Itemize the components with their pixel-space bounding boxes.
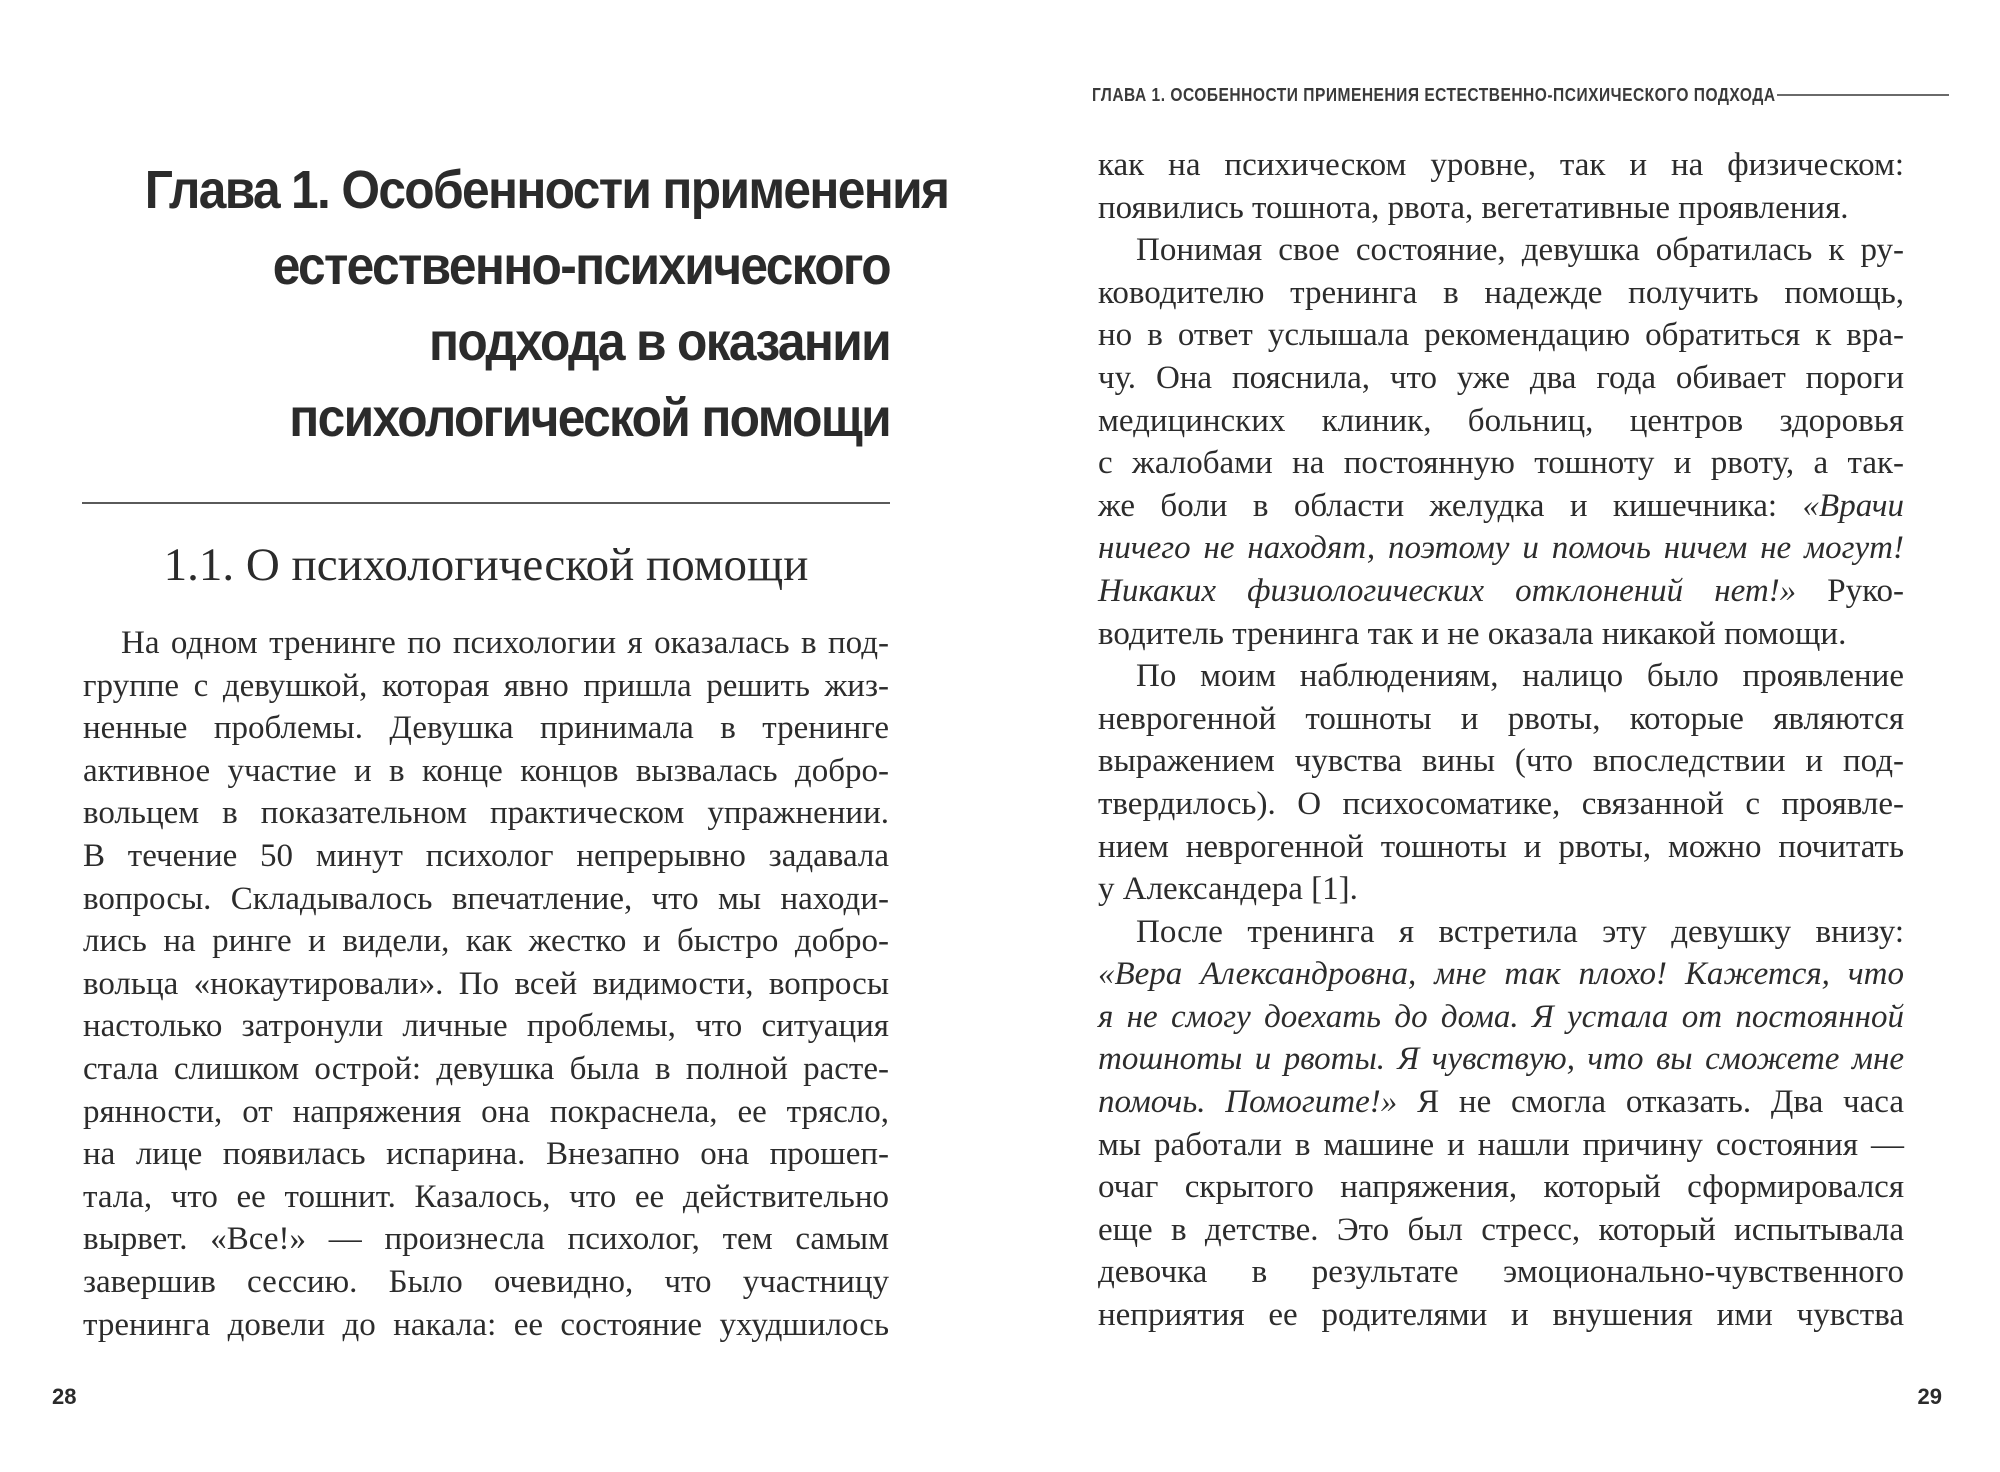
chapter-title-line: подхода в оказании [428, 312, 890, 372]
text-line: мы работали в машине и нашли причину состояния — [1098, 1126, 1904, 1163]
text-line: По моим наблюдениям, налицо было проявление [1136, 658, 1904, 695]
italic-quote: «Врачи [1802, 487, 1904, 524]
text-line [1098, 527, 1904, 570]
text-line: тренинга довели до накала: ее состояние ухудшилось [83, 1306, 889, 1343]
italic-quote: «Вера Александровна, мне так плохо! Кажется, что [1098, 956, 1904, 993]
page-number: 28 [52, 1384, 77, 1409]
text-line: ководителю тренинга в надежде получить помощь, [1098, 274, 1904, 311]
page-number: 29 [1917, 1384, 1942, 1409]
text-line: как на психическом уровне, так и на физическом: [1098, 147, 1904, 183]
text-line: настолько затронули личные проблемы, что ситуация [83, 1008, 889, 1045]
text-line: После тренинга я встретила эту девушку внизу: [1136, 913, 1904, 950]
text-fragment: же боли в области желудка и кишечника: [1098, 487, 1778, 524]
text-line: вольцем в показательном практическом упражнении. [83, 795, 889, 832]
text-line: тала, что ее тошнит. Казалось, что ее действительно [83, 1178, 889, 1215]
text-line: но в ответ услышала рекомендацию обратиться к вра- [1098, 317, 1904, 354]
chapter-title [144, 152, 949, 456]
chapter-title-line: психологической помощи [289, 388, 890, 448]
text-line [1098, 953, 1904, 996]
text-line: нием неврогенной тошноты и рвоты, можно почитать [1098, 828, 1904, 865]
text-line: ненные проблемы. Девушка принимала в тренинге [83, 710, 889, 747]
italic-quote: тошноты и рвоты. Я чувствую, что вы сможете мне [1098, 1041, 1904, 1078]
italic-quote: я не смогу доехать до дома. Я устала от постоянной [1098, 998, 1904, 1035]
chapter-divider [82, 502, 890, 504]
running-head [1092, 82, 1902, 108]
text-line: На одном тренинге по психологии я оказалась в под- [121, 625, 889, 661]
right-page [1000, 0, 2000, 1472]
text-line: В течение 50 минут психолог непрерывно задавала [83, 837, 889, 874]
section-title: 1.1. О психологической помощи [163, 539, 809, 591]
running-head-rule [1777, 94, 1949, 96]
text-line: медицинских клиник, больниц, центров здоровья [1098, 402, 1904, 439]
text-line [1098, 1081, 1904, 1124]
text-line: рянности, от напряжения она покраснела, ее трясло, [83, 1093, 889, 1130]
text-line [1098, 996, 1904, 1039]
text-line: выражением чувства вины (что впоследствии и под- [1098, 743, 1904, 780]
text-line: чу. Она пояснила, что уже два года обивает пороги [1098, 359, 1904, 396]
text-line: еще в детстве. Это был стресс, который испытывала [1098, 1211, 1904, 1248]
text-line: твердилось). О психосоматике, связанной с проявле- [1098, 785, 1904, 822]
running-head-text: ГЛАВА 1. ОСОБЕННОСТИ ПРИМЕНЕНИЯ ЕСТЕСТВЕННО-ПСИХИЧЕСКОГО ПОДХОДА [1092, 84, 1776, 105]
italic-quote: ничего не находят, поэтому и помочь ничем не могут! [1098, 530, 1904, 567]
text-line: вырвет. «Все!» — произнесла психолог, тем самым [83, 1221, 889, 1258]
body-text [83, 622, 889, 1346]
text-fragment: Руко- [1827, 572, 1904, 609]
text-line: у Александера [1]. [1098, 871, 1358, 908]
text-line: неврогенной тошноты и рвоты, которые являются [1098, 700, 1904, 737]
text-line: активное участие и в конце концов вызвалась добро- [83, 752, 889, 789]
text-line: стала слишком острой: девушка была в полной расте- [83, 1050, 889, 1087]
chapter-title-line: Глава 1. Особенности применения [144, 160, 949, 220]
text-line: водитель тренинга так и не оказала никакой помощи. [1098, 615, 1847, 652]
text-line: с жалобами на постоянную тошноту и рвоту, а так- [1098, 445, 1904, 482]
text-line [1098, 1038, 1904, 1081]
text-line: на лице появилась испарина. Внезапно она прошеп- [83, 1136, 889, 1173]
text-line: завершив сессию. Было очевидно, что участницу [83, 1263, 889, 1300]
text-line [1098, 570, 1904, 613]
text-line: лись на ринге и видели, как жестко и быстро добро- [83, 923, 889, 960]
body-text [1098, 144, 1904, 1337]
text-line: неприятия ее родителями и внушения ими чувства [1098, 1297, 1904, 1334]
text-line: вопросы. Складывалось впечатление, что мы находи- [83, 880, 889, 917]
text-line: группе с девушкой, которая явно пришла решить жиз- [83, 667, 889, 704]
text-line: Понимая свое состояние, девушка обратилась к ру- [1136, 232, 1904, 269]
text-line: очаг скрытого напряжения, который сформировался [1098, 1169, 1904, 1206]
italic-quote: Никаких физиологических отклонений нет!» [1098, 572, 1797, 609]
text-line: девочка в результате эмоционально-чувственного [1098, 1254, 1904, 1291]
chapter-title-line: естественно-психического [272, 236, 890, 296]
italic-quote: помочь. Помогите!» [1098, 1084, 1398, 1121]
text-line [1098, 485, 1904, 528]
text-line: вольца «нокаутировали». По всей видимости, вопросы [83, 965, 889, 1002]
text-line: появились тошнота, рвота, вегетативные проявления. [1098, 189, 1849, 226]
text-fragment: Я не смогла отказать. Два часа [1417, 1084, 1904, 1121]
